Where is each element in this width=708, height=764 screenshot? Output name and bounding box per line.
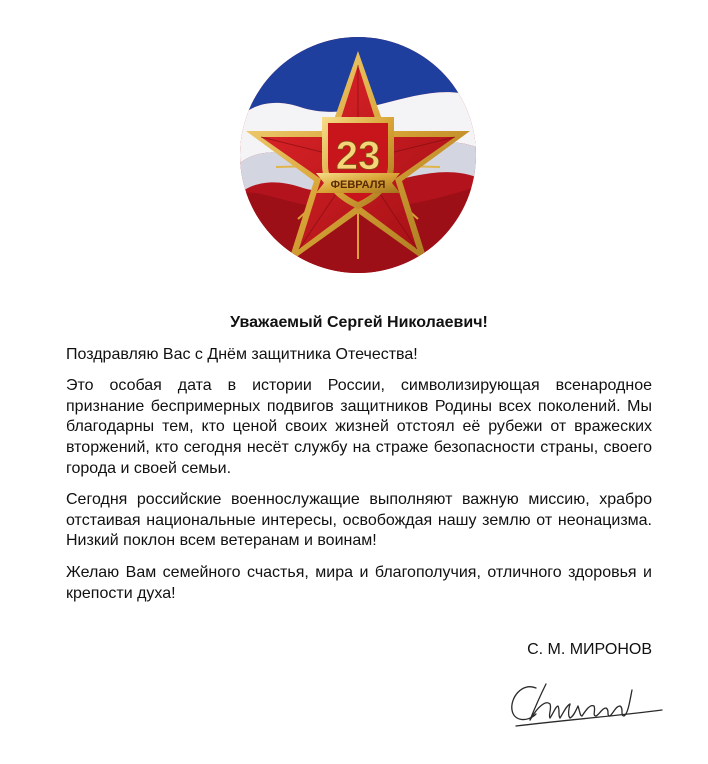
greeting: Уважаемый Сергей Николаевич! [230,314,488,331]
letter-body [66,313,652,615]
handwritten-signature [506,676,666,732]
paragraph-3: Сегодня российские военнослужащие выполняют важную миссию, храбро отстаивая национальные интересы, освобождая нашу землю от неонацизма. Низкий поклон всем ветеранам и воинам! [66,491,652,550]
emblem-day: 23 [335,134,381,178]
signatory-name: С. М. МИРОНОВ [527,641,652,658]
paragraph-4: Желаю Вам семейного счастья, мира и благополучия, отличного здоровья и крепости духа! [66,563,652,602]
emblem-month: ФЕВРАЛЯ [330,179,386,191]
holiday-emblem [240,37,476,273]
paragraph-1: Поздравляю Вас с Днём защитника Отечества! [66,345,418,363]
paragraph-2: Это особая дата в истории России, символизирующая всенародное признание беспримерных подвигов защитников Родины всех поколений. Мы благодарны тем, кто ценой своих жизней отстоял её рубежи от вражеских вторжений, кто сегодня несёт службу на страже безопасности страны, своего города и своей семьи. [66,377,652,477]
signature-icon [506,676,666,732]
